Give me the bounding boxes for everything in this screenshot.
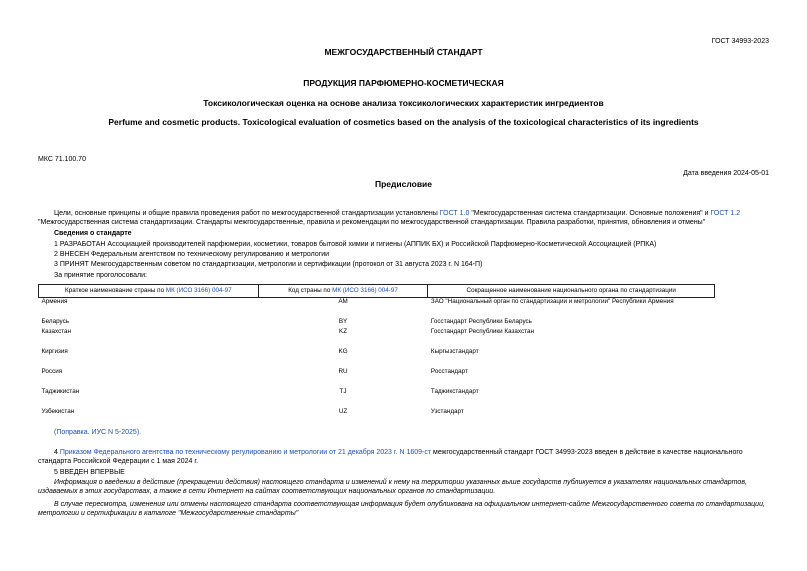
table-row: Киргизия KG Кыргызстандарт bbox=[41, 347, 479, 355]
subtitle-ru: Токсикологическая оценка на основе анализа токсикологических характеристик ингредиентов bbox=[203, 98, 604, 108]
mk-iso-link[interactable]: МК (ИСО 3166) 004-97 bbox=[332, 287, 398, 294]
table-row: Узбекистан UZ Узстандарт bbox=[41, 407, 464, 415]
amendment-link[interactable]: (Поправка. ИУС N 5-2025). bbox=[54, 429, 142, 436]
info-paragraph-2: В случае пересмотра, изменения или отмены настоящего стандарта соответствующая информация будет опубликована на официальном интернет-сайте Межгосударственного совета по стандартизации, метрологии и сертификации в каталоге "Межгосударственные стандарты" bbox=[38, 501, 765, 518]
info-paragraph-1: Информация о введении в действие (прекращении действия) настоящего стандарта и изменений к нему на территории указанных выше государств публикуется в указателях национальных стандартов, издаваемых в этих государствах, а также в сети Интернет на сайтах соответствующих национальных органов по стандартизации. bbox=[38, 479, 747, 496]
mk-iso-link[interactable]: МК (ИСО 3166) 004-97 bbox=[165, 287, 232, 294]
table-row: Беларусь BY Госстандарт Республики Беларусь bbox=[41, 317, 532, 325]
product-title: ПРОДУКЦИЯ ПАРФЮМЕРНО-КОСМЕТИЧЕСКАЯ bbox=[303, 78, 504, 88]
table-row: Казахстан KZ Госстандарт Республики Казахстан bbox=[41, 327, 534, 335]
voted-label: За принятие проголосовали: bbox=[54, 272, 147, 279]
item-2: 2 ВНЕСЕН Федеральным агентством по техническому регулированию и метрологии bbox=[54, 251, 330, 258]
mks-code: МКС 71.100.70 bbox=[38, 156, 86, 163]
item-4: 4 Приказом Федерального агентства по техническому регулированию и метрологии от 21 декабря 2023 г. N 1609-ст межгосударственный стандарт ГОСТ 34993-2023 введен в действие в качестве национального стандарта Российской Федерации с 1 мая 2024 г. bbox=[38, 449, 743, 466]
table-row: Армения AM ЗАО "Национальный орган по стандартизации и метрологии" Республики Армения bbox=[41, 298, 674, 306]
countries-table bbox=[38, 284, 715, 418]
subtitle-en: Perfume and cosmetic products. Toxicological evaluation of cosmetics based on the analysis of the toxicological characteristics of its ingredients bbox=[108, 117, 699, 127]
table-row: Таджикистан TJ Таджикстандарт bbox=[41, 387, 479, 395]
para-text: "Межгосударственная система стандартизации. Основные положения" и bbox=[469, 210, 711, 217]
gost-1-2-link[interactable]: ГОСТ 1.2 bbox=[710, 210, 741, 217]
about-heading: Сведения о стандарте bbox=[54, 230, 132, 237]
para-text: Цели, основные принципы и общие правила проведения работ по межгосударственной стандартизации установлены bbox=[54, 210, 440, 217]
para-text: "Межгосударственная система стандартизации. Стандарты межгосударственные, правила и рекомендации по межгосударственной стандартизации. Правила разработки, принятия, обновления и отмены" bbox=[38, 219, 706, 227]
gost-number: ГОСТ 34993-2023 bbox=[711, 38, 769, 45]
foreword-title: Предисловие bbox=[374, 179, 433, 189]
order-link[interactable]: Приказом Федерального агентства по техническому регулированию и метрологии от 21 декабря 2023 г. N 1609-ст bbox=[59, 449, 432, 456]
item-1: 1 РАЗРАБОТАН Ассоциацией производителей парфюмерии, косметики, товаров бытовой химии и гигиены (АППИК БХ) и Российской Парфюмерно-Косметической Ассоциацией (РПКА) bbox=[54, 241, 657, 248]
item-3: 3 ПРИНЯТ Межгосударственным советом по стандартизации, метрологии и сертификации (протокол от 31 августа 2023 г. N 164-П) bbox=[54, 261, 483, 268]
table-header-row bbox=[39, 285, 715, 298]
header-country: Краткое наименование страны по МК (ИСО 3166) 004-97 bbox=[39, 285, 259, 298]
item-5: 5 ВВЕДЕН ВПЕРВЫЕ bbox=[54, 469, 125, 476]
header-code: Код страны по МК (ИСО 3166) 004-97 bbox=[258, 285, 428, 298]
table-row: Россия RU Росстандарт bbox=[41, 367, 468, 375]
standard-type: МЕЖГОСУДАРСТВЕННЫЙ СТАНДАРТ bbox=[324, 47, 483, 57]
intro-date: Дата введения 2024-05-01 bbox=[683, 170, 769, 177]
gost-1-0-link[interactable]: ГОСТ 1.0 bbox=[439, 210, 470, 217]
header-body: Сокращенное наименование национального органа по стандартизации bbox=[428, 285, 715, 298]
foreword-paragraph bbox=[38, 209, 770, 227]
